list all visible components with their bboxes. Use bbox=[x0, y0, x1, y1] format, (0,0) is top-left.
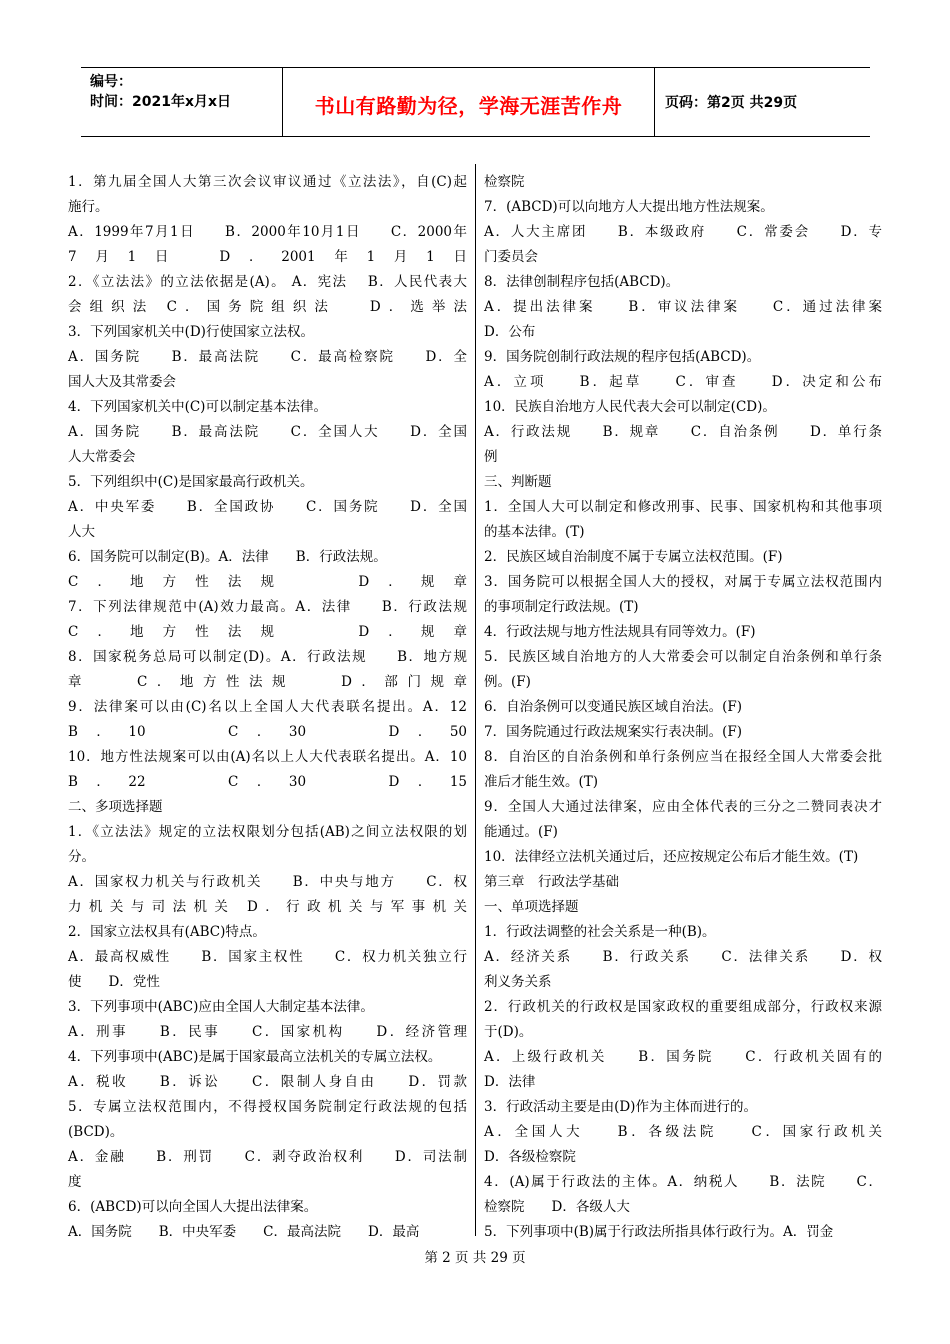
text-line: A．人大主席团 B．本级政府 C．常委会 D．专 bbox=[484, 224, 882, 240]
text-line: 人大 bbox=[68, 524, 95, 540]
text-line: A．行政法规 B．规章 C．自治条例 D．单行条 bbox=[484, 424, 882, 440]
text-line: C．地方性法规 D．规章 bbox=[68, 574, 467, 590]
text-line: 准后才能生效。(T) bbox=[484, 774, 599, 790]
text-line: 的事项制定行政法规。(T) bbox=[484, 599, 639, 615]
text-line: A．全国人大 B．各级法院 C．国家行政机关 bbox=[484, 1124, 882, 1140]
header-motto-cell bbox=[283, 68, 655, 136]
text-line: A．立项 B．起草 C．审查 D．决定和公布 bbox=[484, 374, 882, 390]
text-line: A．国务院 B．最高法院 C．最高检察院 D．全 bbox=[68, 349, 467, 365]
text-line: 2．《立法法》的立法依据是(A)。 A．宪法 B．人民代表大 bbox=[68, 274, 467, 290]
text-line: D．公布 bbox=[484, 324, 536, 340]
text-line: 4．下列国家机关中(C)可以制定基本法律。 bbox=[68, 399, 327, 415]
text-line: A．经济关系 B．行政关系 C．法律关系 D．权 bbox=[484, 949, 882, 965]
text-line: 二、多项选择题 bbox=[68, 799, 163, 815]
text-line: 人大常委会 bbox=[68, 449, 136, 465]
text-line: A．刑事 B．民事 C．国家机构 D．经济管理 bbox=[68, 1024, 467, 1040]
text-line: 6．(ABCD)可以向全国人大提出法律案。 bbox=[68, 1199, 318, 1215]
text-line: 门委员会 bbox=[484, 249, 538, 265]
text-line: 6．自治条例可以变通民族区域自治法。(F) bbox=[484, 699, 742, 715]
text-line: 3．下列事项中(ABC)应由全国人大制定基本法律。 bbox=[68, 999, 374, 1015]
text-line: 于(D)。 bbox=[484, 1024, 533, 1040]
text-line: 10．法律经立法机关通过后，还应按规定公布后才能生效。(T) bbox=[484, 849, 859, 865]
header-page-label: 页码：第2页 共29页 bbox=[665, 95, 798, 111]
text-line: 3．国务院可以根据全国人大的授权，对属于专属立法权范围内 bbox=[484, 574, 882, 590]
text-line: 的基本法律。(T) bbox=[484, 524, 585, 540]
column-divider bbox=[475, 164, 476, 1236]
text-line: (BCD)。 bbox=[68, 1124, 124, 1140]
right-column bbox=[484, 170, 882, 1245]
footer-page-number: 第 2 页 共 29 页 bbox=[424, 1250, 526, 1266]
text-line: 1．《立法法》规定的立法权限划分包括(AB)之间立法权限的划 bbox=[68, 824, 467, 840]
text-line: 章 C．地方性法规 D．部门规章 bbox=[68, 674, 467, 690]
text-line: 国人大及其常委会 bbox=[68, 374, 176, 390]
text-line: 三、判断题 bbox=[484, 474, 552, 490]
text-line: A．国务院 B．最高法院 C．全国人大 D．全国 bbox=[68, 424, 467, 440]
text-line: 9．全国人大通过法律案，应由全体代表的三分之二赞同表决才 bbox=[484, 799, 882, 815]
text-line: 8．法律创制程序包括(ABCD)。 bbox=[484, 274, 680, 290]
text-line: 度 bbox=[68, 1174, 82, 1190]
text-line: 7．下列法律规范中(A)效力最高。A．法律 B．行政法规 bbox=[68, 599, 467, 615]
text-line: 7月1日 D．2001年1月1日 bbox=[68, 249, 467, 265]
text-line: A．1999年7月1日 B．2000年10月1日 C．2000年 bbox=[68, 224, 467, 240]
text-line: 10．民族自治地方人民代表大会可以制定(CD)。 bbox=[484, 399, 776, 415]
text-line: 1．行政法调整的社会关系是一种(B)。 bbox=[484, 924, 716, 940]
text-line: 8．国家税务总局可以制定(D)。A．行政法规 B．地方规 bbox=[68, 649, 467, 665]
text-line: A．税收 B．诉讼 C．限制人身自由 D．罚款 bbox=[68, 1074, 467, 1090]
text-line: 会组织法 C．国务院组织法 D．选举法 bbox=[68, 299, 467, 315]
text-line: A．国家权力机关与行政机关 B．中央与地方 C．权 bbox=[68, 874, 467, 890]
text-line: 分。 bbox=[68, 849, 95, 865]
text-line: 5．专属立法权范围内，不得授权国务院制定行政法规的包括 bbox=[68, 1099, 467, 1115]
header-meta bbox=[81, 68, 283, 136]
text-line: 使 D．党性 bbox=[68, 974, 160, 990]
text-line: 4．行政法规与地方性法规具有同等效力。(F) bbox=[484, 624, 756, 640]
text-line: B．10 C．30 D．50 bbox=[68, 724, 467, 740]
text-line: A．提出法律案 B．审议法律案 C．通过法律案 bbox=[484, 299, 882, 315]
page-footer bbox=[0, 1246, 950, 1266]
text-line: 力机关与司法机关 D．行政机关与军事机关 bbox=[68, 899, 467, 915]
text-line: 例 bbox=[484, 449, 498, 465]
text-line: B．22 C．30 D．15 bbox=[68, 774, 467, 790]
text-line: D．各级检察院 bbox=[484, 1149, 576, 1165]
text-line: 2．行政机关的行政权是国家政权的重要组成部分，行政权来源 bbox=[484, 999, 882, 1015]
text-line: 5．下列事项中(B)属于行政法所指具体行政行为。A．罚金 bbox=[484, 1224, 834, 1240]
text-line: 5．下列组织中(C)是国家最高行政机关。 bbox=[68, 474, 314, 490]
text-line: 4．(A)属于行政法的主体。A．纳税人 B．法院 C． bbox=[484, 1174, 882, 1190]
document-number-label: 编号： bbox=[90, 74, 132, 90]
text-line: 一、单项选择题 bbox=[484, 899, 579, 915]
text-line: 6．国务院可以制定(B)。A．法律 B．行政法规。 bbox=[68, 549, 387, 565]
text-line: 3．下列国家机关中(D)行使国家立法权。 bbox=[68, 324, 314, 340]
text-line: A．中央军委 B．全国政协 C．国务院 D．全国 bbox=[68, 499, 467, 515]
text-line: 8．自治区的自治条例和单行条例应当在报经全国人大常委会批 bbox=[484, 749, 882, 765]
text-line: A．金融 B．刑罚 C．剥夺政治权利 D．司法制 bbox=[68, 1149, 467, 1165]
text-line: 7．国务院通过行政法规案实行表决制。(F) bbox=[484, 724, 742, 740]
text-line: A．最高权威性 B．国家主权性 C．权力机关独立行 bbox=[68, 949, 467, 965]
text-line: 7．(ABCD)可以向地方人大提出地方性法规案。 bbox=[484, 199, 774, 215]
text-line: A．国务院 B．中央军委 C．最高法院 D．最高 bbox=[68, 1224, 420, 1240]
text-line: 9．法律案可以由(C)名以上全国人大代表联名提出。A．12 bbox=[68, 699, 467, 715]
text-line: 2．国家立法权具有(ABC)特点。 bbox=[68, 924, 266, 940]
text-line: 能通过。(F) bbox=[484, 824, 558, 840]
text-line: 10．地方性法规案可以由(A)名以上人大代表联名提出。A．10 bbox=[68, 749, 467, 765]
left-column bbox=[68, 170, 467, 1245]
text-line: 9．国务院创制行政法规的程序包括(ABCD)。 bbox=[484, 349, 761, 365]
document-date-label: 时间：2021年x月x日 bbox=[90, 94, 232, 110]
text-line: 2．民族区域自治制度不属于专属立法权范围。(F) bbox=[484, 549, 783, 565]
text-line: 3．行政活动主要是由(D)作为主体而进行的。 bbox=[484, 1099, 757, 1115]
text-line: A．上级行政机关 B．国务院 C．行政机关固有的 bbox=[484, 1049, 882, 1065]
text-line: 第三章 行政法学基础 bbox=[484, 874, 619, 890]
header-page-cell bbox=[655, 68, 870, 136]
text-line: 施行。 bbox=[68, 199, 109, 215]
text-line: 检察院 D．各级人大 bbox=[484, 1199, 630, 1215]
text-line: 利义务关系 bbox=[484, 974, 552, 990]
text-line: 4．下列事项中(ABC)是属于国家最高立法机关的专属立法权。 bbox=[68, 1049, 442, 1065]
text-line: 例。(F) bbox=[484, 674, 531, 690]
header-motto: 书山有路勤为径，学海无涯苦作舟 bbox=[314, 93, 623, 118]
text-line: 检察院 bbox=[484, 174, 525, 190]
page-header bbox=[81, 67, 870, 137]
text-line: 1．全国人大可以制定和修改刑事、民事、国家机构和其他事项 bbox=[484, 499, 882, 515]
text-line: C．地方性法规 D．规章 bbox=[68, 624, 467, 640]
text-line: D．法律 bbox=[484, 1074, 536, 1090]
text-line: 5．民族区域自治地方的人大常委会可以制定自治条例和单行条 bbox=[484, 649, 882, 665]
text-line: 1．第九届全国人大第三次会议审议通过《立法法》，自(C)起 bbox=[68, 174, 467, 190]
